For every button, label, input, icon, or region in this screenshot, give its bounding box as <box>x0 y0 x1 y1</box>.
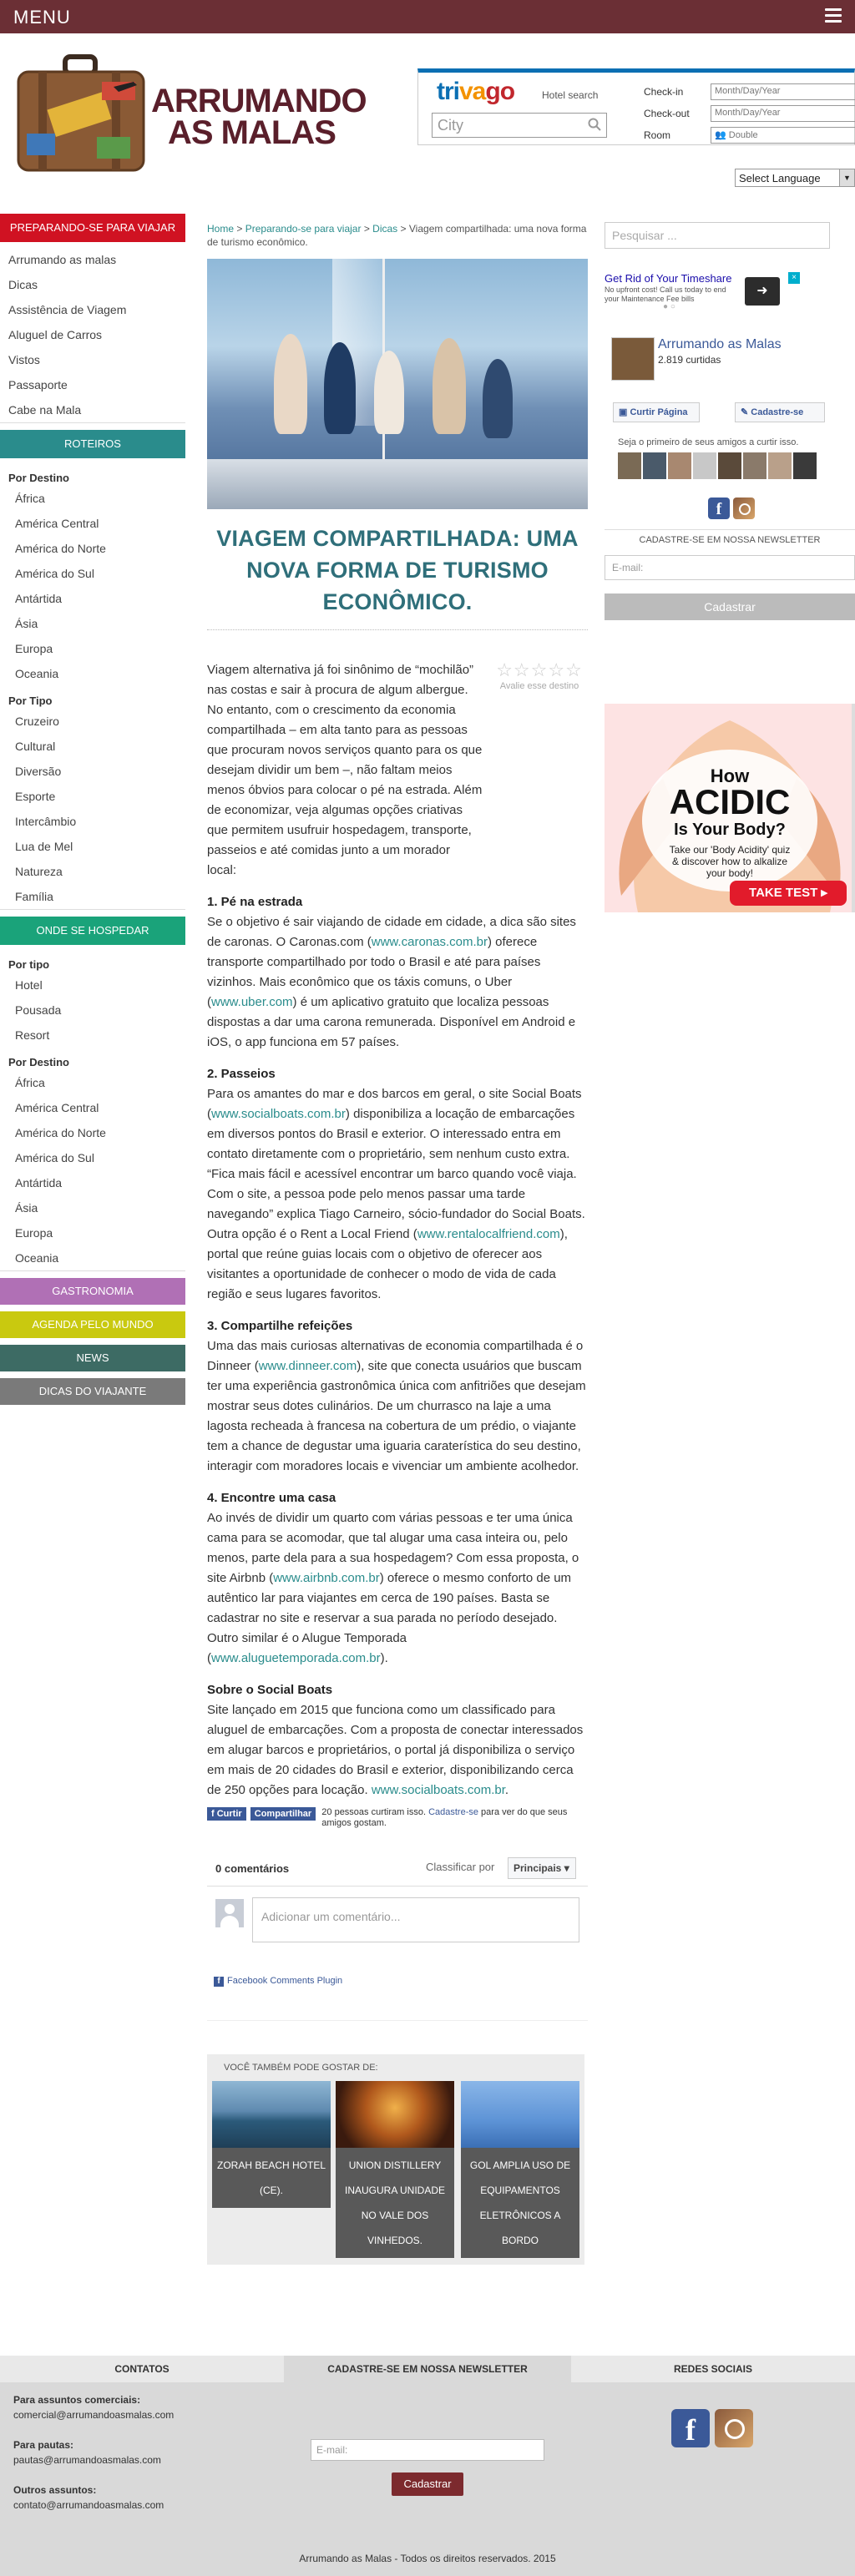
trivago-logo[interactable] <box>437 78 514 106</box>
text-span: Se o objetivo é sair viajando de cidade em cidade, a dica são sites de caronas. O Caronas.com ( <box>207 915 576 949</box>
related-heading: VOCÊ TAMBÉM PODE GOSTAR DE: <box>224 2063 378 2073</box>
nav-item[interactable]: Cabe na Mala <box>8 403 82 417</box>
breadcrumb-current: Viagem compartilhada: uma nova forma de turismo econômico. <box>207 223 587 248</box>
nav-bar-agenda[interactable]: AGENDA PELO MUNDO <box>0 1311 185 1338</box>
footer-social <box>671 2409 755 2447</box>
link-socialboats-2[interactable]: www.socialboats.com.br <box>371 1783 505 1797</box>
nav-bar-news[interactable]: NEWS <box>0 1345 185 1371</box>
breadcrumb-level-2[interactable]: Dicas <box>372 223 398 235</box>
avatar[interactable] <box>618 452 641 479</box>
like-label: Curtir <box>216 1809 242 1819</box>
facebook-icon[interactable]: f <box>708 498 730 519</box>
hotel-search-label: Hotel search <box>542 89 599 101</box>
plugin-label: Facebook Comments Plugin <box>227 1976 343 1986</box>
room-value: Double <box>728 130 758 140</box>
nav-item[interactable]: Oceania <box>15 1251 59 1265</box>
link-caronas[interactable]: www.caronas.com.br <box>371 935 488 949</box>
breadcrumb-separator: > <box>236 223 243 235</box>
ad-take-test-button[interactable]: TAKE TEST ▸ <box>730 881 847 906</box>
breadcrumb-separator: > <box>363 223 370 235</box>
avatar[interactable] <box>668 452 691 479</box>
footer <box>0 2356 855 2576</box>
checkout-label: Check-out <box>644 108 690 119</box>
avatar[interactable] <box>643 452 666 479</box>
tab-contatos[interactable]: CONTATOS <box>114 2363 169 2375</box>
like-page-label: Curtir Página <box>630 407 688 417</box>
article-paragraph <box>207 912 588 1053</box>
breadcrumb-home[interactable]: Home <box>207 223 235 235</box>
contact-label: Outros assuntos: <box>13 2484 97 2496</box>
nav-item[interactable]: Pousada <box>15 1003 62 1017</box>
nav-list-preparando <box>0 242 185 423</box>
facebook-like-button[interactable] <box>207 1807 246 1821</box>
facebook-signup-button[interactable] <box>735 402 825 422</box>
nav-item[interactable]: América do Norte <box>15 542 106 555</box>
trivago-logo-part-2: va <box>459 78 486 105</box>
newsletter-heading: CADASTRE-SE EM NOSSA NEWSLETTER <box>605 529 855 555</box>
avatar[interactable] <box>743 452 766 479</box>
nav-item[interactable]: Lua de Mel <box>15 840 73 853</box>
facebook-signup-link[interactable]: Cadastre-se <box>428 1807 478 1817</box>
people-icon: 👥 <box>715 130 726 140</box>
sort-label: Classificar por <box>426 1861 495 1873</box>
text-span: Para os amantes do mar e dos barcos em geral, o site Social Boats ( <box>207 1087 582 1121</box>
link-dinneer[interactable]: www.dinneer.com <box>258 1359 357 1373</box>
avatar[interactable] <box>768 452 792 479</box>
related-card[interactable] <box>212 2081 331 2208</box>
nav-item[interactable]: Europa <box>15 642 53 655</box>
link-airbnb[interactable]: www.airbnb.com.br <box>273 1571 380 1585</box>
nav-item[interactable]: Antártida <box>15 592 63 605</box>
facebook-icon[interactable]: f <box>671 2409 710 2447</box>
ad-pager-icon: ● ○ <box>663 302 675 311</box>
nav-item[interactable]: Ásia <box>15 617 38 630</box>
avatar <box>215 1899 244 1927</box>
friend-faces <box>618 452 818 479</box>
right-sidebar <box>605 222 855 912</box>
related-card[interactable] <box>461 2081 579 2258</box>
nav-item[interactable]: Família <box>15 890 53 903</box>
facebook-share-bar <box>207 1807 588 1831</box>
checkin-label: Check-in <box>644 86 684 98</box>
related-card[interactable] <box>336 2081 454 2258</box>
article-intro: Viagem alternativa já foi sinônimo de “mochilão” nas costas e sair à procura de algum albergue. No entanto, com o crescimento da economia compartilhada – em alta tanto para as pessoas que procuram novos serviços quanto para os que desejam dividir um bem –, não faltam meios menos óbvios para colocar o pé na estrada. Além de economizar, veja algumas opções criativas que permitem usufruir hospedagem, transporte, passeios e até comidas junto a um morador local: <box>207 663 483 877</box>
checkout-row <box>644 108 781 119</box>
section-title: 1. Pé na estrada <box>207 895 303 909</box>
facebook-page-avatar[interactable] <box>611 337 655 381</box>
ad-headline-3: Is Your Body? <box>674 821 786 839</box>
chevron-down-icon: ▼ <box>839 169 854 186</box>
menu-label[interactable]: MENU <box>13 7 71 28</box>
section-title: 2. Passeios <box>207 1067 276 1081</box>
nav-item[interactable]: Arrumando as malas <box>8 253 117 266</box>
nav-item[interactable]: África <box>15 492 45 505</box>
avatar[interactable] <box>693 452 716 479</box>
section-title: 3. Compartilhe refeições <box>207 1319 353 1333</box>
tab-newsletter[interactable]: CADASTRE-SE EM NOSSA NEWSLETTER <box>284 2356 571 2382</box>
comment-input[interactable]: Adicionar um comentário... <box>252 1897 579 1942</box>
site-logo[interactable] <box>13 47 367 180</box>
text-span: ) oferece transporte compartilhado por todo o Brasil e até para países vizinhos. Mais econômico que os táxis comuns, o Uber ( <box>207 935 541 1009</box>
nav-item[interactable]: América do Sul <box>15 1151 94 1164</box>
newsletter-widget <box>605 529 855 620</box>
related-title[interactable]: GOL AMPLIA USO DE EQUIPAMENTOS ELETRÔNICOS A BORDO <box>461 2148 579 2258</box>
footer-tabs <box>0 2356 855 2382</box>
left-sidebar <box>0 214 185 1405</box>
facebook-page-widget <box>605 331 833 523</box>
newsletter-email-input[interactable]: E-mail: <box>605 555 855 580</box>
text-span: ) disponibiliza a locação de embarcações em diversos pontos do Brasil e exterior. O interessado entra em contato diretamente com o proprietário, sem nenhum custo extra. “Fica mais fácil e acessível encontrar um barco quando você viaja. Com o site, a pessoa pode pelo menos passar uma tarde navegando” explica Tiago Carneiro, sócio-fundador do Social Boats. Outra opção é o Rent a Local Friend ( <box>207 1107 585 1241</box>
related-title[interactable]: ZORAH BEACH HOTEL (CE). <box>212 2148 331 2208</box>
contact-label: Para assuntos comerciais: <box>13 2394 141 2406</box>
main-content <box>207 222 588 2265</box>
text-span: ) é um aplicativo gratuito que localiza pessoas dispostas a dar uma carona remunerada. Disponível em Android e iOS, o app funciona em 57 países. <box>207 995 576 1049</box>
ad-text: No upfront cost! Call us today to end your Maintenance Fee bills <box>605 285 726 303</box>
room-label: Room <box>644 129 671 141</box>
arrow-right-icon[interactable]: ➜ <box>745 277 780 306</box>
article-title: VIAGEM COMPARTILHADA: UMA NOVA FORMA DE TURISMO ECONÔMICO. <box>216 526 579 614</box>
logo-wordmark <box>151 85 367 149</box>
city-input[interactable] <box>432 113 607 138</box>
nav-item[interactable]: Assistência de Viagem <box>8 303 127 316</box>
title-divider <box>207 629 588 630</box>
facebook-icon: ▣ <box>619 407 628 417</box>
ad-title[interactable]: Get Rid of Your Timeshare <box>605 272 732 285</box>
facebook-like-page-button[interactable] <box>613 402 700 422</box>
nav-item[interactable]: Cultural <box>15 740 56 753</box>
room-select[interactable] <box>711 127 855 144</box>
hamburger-menu-icon[interactable] <box>825 8 842 23</box>
signup-label: Cadastre-se <box>751 407 804 417</box>
article-body <box>207 660 588 1801</box>
footer-email-input[interactable]: E-mail: <box>311 2439 544 2461</box>
contact-label: Para pautas: <box>13 2439 74 2451</box>
nav-heading-hospedar[interactable]: ONDE SE HOSPEDAR <box>0 917 185 945</box>
facebook-like-text <box>321 1807 580 1829</box>
pencil-icon: ✎ <box>741 407 749 417</box>
nav-heading-preparando[interactable]: PREPARANDO-SE PARA VIAJAR <box>0 214 185 242</box>
breadcrumb <box>207 222 588 249</box>
logo-line-2: AS MALAS <box>168 114 336 151</box>
checkout-input[interactable]: Month/Day/Year <box>711 105 855 122</box>
related-thumbnail[interactable] <box>461 2081 579 2148</box>
ad-headline-2: ACIDIC <box>669 782 791 821</box>
breadcrumb-level-1[interactable]: Preparando-se para viajar <box>245 223 362 235</box>
nav-item[interactable]: África <box>15 1076 45 1089</box>
ad-headline-1: How <box>710 765 750 786</box>
checkin-input[interactable]: Month/Day/Year <box>711 83 855 100</box>
nav-item[interactable]: América Central <box>15 517 99 530</box>
room-row <box>644 129 758 141</box>
top-bar <box>0 0 855 33</box>
nav-subheading: Por tipo <box>8 958 50 971</box>
rating-label: Avalie esse destino <box>499 681 579 691</box>
language-label: Select Language <box>739 172 821 184</box>
city-placeholder: City <box>438 117 463 134</box>
contact-email[interactable]: pautas@arrumandoasmalas.com <box>13 2454 161 2466</box>
star-rating-icon[interactable]: ☆☆☆☆☆ <box>496 659 583 680</box>
nav-item[interactable]: Aluguel de Carros <box>8 328 103 341</box>
text-span: Ao invés de dividir um quarto com várias pessoas e ter uma única cama para se acomodar, que tal alugar uma casa inteira ou, pelo menos, parte dela para a sua hospedagem? Com essa proposta, o site Airbnb ( <box>207 1511 579 1585</box>
nav-item[interactable]: Ásia <box>15 1201 38 1215</box>
sort-select[interactable] <box>508 1857 576 1879</box>
trivago-logo-part-1: tri <box>437 78 459 105</box>
related-thumbnail[interactable] <box>336 2081 454 2148</box>
article-paragraph <box>207 1508 588 1669</box>
nav-bar-gastronomia[interactable]: GASTRONOMIA <box>0 1278 185 1305</box>
text-span: para ver do que seus amigos gostam. <box>321 1807 568 1828</box>
rating-widget[interactable] <box>491 659 588 691</box>
nav-item[interactable]: América do Norte <box>15 1126 106 1139</box>
nav-subheading: Por Destino <box>8 1056 69 1068</box>
nav-item[interactable]: América Central <box>15 1101 99 1114</box>
nav-item[interactable]: Oceania <box>15 667 59 680</box>
nav-item[interactable]: Intercâmbio <box>15 815 77 828</box>
nav-item[interactable]: Dicas <box>8 278 38 291</box>
nav-subheading: Por Tipo <box>8 695 53 707</box>
text-span: ), portal que reúne guias locais com o objetivo de oferecer aos visitantes a oportunidade de conhecer o modo de vida de cada região e seus lugares favoritos. <box>207 1227 568 1301</box>
search-input[interactable]: Pesquisar ... <box>605 222 830 249</box>
nav-heading-roteiros[interactable]: ROTEIROS <box>0 430 185 458</box>
avatar[interactable] <box>718 452 741 479</box>
chevron-down-icon: ▾ <box>564 1862 569 1874</box>
nav-item[interactable]: Cruzeiro <box>15 715 59 728</box>
search-icon[interactable] <box>588 118 601 131</box>
article-paragraph <box>207 1084 588 1305</box>
related-title[interactable]: UNION DISTILLERY INAUGURA UNIDADE NO VALE DOS VINHEDOS. <box>336 2148 454 2258</box>
trivago-hotel-search-widget <box>417 68 855 145</box>
article-paragraph <box>207 1700 588 1801</box>
sort-value: Principais <box>514 1862 562 1874</box>
comment-count: 0 comentários <box>215 1862 290 1875</box>
ad-close-icon[interactable]: × <box>788 272 800 284</box>
ad-acidic[interactable] <box>605 704 855 912</box>
facebook-comments <box>207 1854 588 2021</box>
nav-item[interactable]: Natureza <box>15 865 63 878</box>
link-socialboats[interactable]: www.socialboats.com.br <box>211 1107 346 1121</box>
text-span: ). <box>380 1651 388 1665</box>
instagram-icon[interactable] <box>733 498 755 519</box>
footer-newsletter <box>311 2439 544 2496</box>
logo-line-1: ARRUMANDO <box>151 83 367 119</box>
facebook-share-button[interactable]: Compartilhar <box>250 1807 316 1821</box>
footer-submit-button[interactable]: Cadastrar <box>392 2472 463 2496</box>
text-span: Site lançado em 2015 que funciona como um classificado para aluguel de embarcações. Com a proposta de conectar interessados em alugar barcos e proprietários, o portal já disponibiliza o serviço em mais de 20 cidades do Brasil e exterior, disponibilizando cerca de 250 opções para locação. <box>207 1703 584 1797</box>
link-aluguetemporada[interactable]: www.aluguetemporada.com.br <box>211 1651 381 1665</box>
nav-list-roteiros <box>0 458 185 910</box>
nav-item[interactable]: Esporte <box>15 790 56 803</box>
breadcrumb-separator: > <box>400 223 407 235</box>
nav-item[interactable]: América do Sul <box>15 567 94 580</box>
text-span: Uma das mais curiosas alternativas de economia compartilhada é o Dinneer ( <box>207 1339 584 1373</box>
text-span: ), site que conecta usuários que buscam ter uma experiência gastronômica única com anfitriões que desejam mostrar seus dotes culinários. De um churrasco na laje a uma lagosta recheada à francesa na cobertura de um prédio, o viajante tem a chance de degustar uma iguaria caraterística do seu destino, interagir com moradores locais e vivenciar um ambiente acolhedor. <box>207 1359 586 1473</box>
nav-item[interactable]: Hotel <box>15 978 43 992</box>
facebook-page-likes: 2.819 curtidas <box>658 354 721 366</box>
social-icons <box>708 498 755 519</box>
ad-body: Take our 'Body Acidity' quiz & discover how to alkalize your body! <box>669 844 791 879</box>
section-title: Sobre o Social Boats <box>207 1683 333 1697</box>
section-title: 4. Encontre uma casa <box>207 1491 336 1505</box>
related-posts <box>207 2054 584 2265</box>
link-uber[interactable]: www.uber.com <box>211 995 293 1009</box>
facebook-icon: f <box>214 1977 224 1987</box>
ad-timeshare[interactable] <box>605 272 805 309</box>
suitcase-logo-icon <box>13 50 147 175</box>
nav-list-hospedar <box>0 945 185 1271</box>
nav-subheading: Por Destino <box>8 472 69 484</box>
instagram-icon[interactable] <box>715 2409 753 2447</box>
copyright: Arrumando as Malas - Todos os direitos reservados. 2015 <box>299 2553 556 2564</box>
contact-email[interactable]: comercial@arrumandoasmalas.com <box>13 2409 175 2421</box>
tab-redes-sociais[interactable]: REDES SOCIAIS <box>673 2363 753 2375</box>
facebook-friends-text: Seja o primeiro de seus amigos a curtir isso. <box>618 437 799 447</box>
language-select[interactable] <box>735 169 855 187</box>
nav-item[interactable]: Vistos <box>8 353 40 366</box>
facebook-icon: f <box>211 1809 215 1819</box>
checkin-row <box>644 86 781 98</box>
contact-email[interactable]: contato@arrumandoasmalas.com <box>13 2499 164 2511</box>
newsletter-submit-button[interactable]: Cadastrar <box>605 593 855 620</box>
nav-item[interactable]: Diversão <box>15 765 62 778</box>
avatar[interactable] <box>793 452 817 479</box>
nav-item[interactable]: Resort <box>15 1028 50 1042</box>
facebook-comments-plugin-link[interactable] <box>214 1976 342 1987</box>
nav-item[interactable]: Europa <box>15 1226 53 1240</box>
related-thumbnail[interactable] <box>212 2081 331 2148</box>
link-rentalocalfriend[interactable]: www.rentalocalfriend.com <box>417 1227 560 1241</box>
article-hero-image <box>207 259 588 509</box>
footer-contacts <box>13 2392 174 2528</box>
nav-item[interactable]: Passaporte <box>8 378 68 391</box>
text-span: 20 pessoas curtiram isso. <box>321 1807 429 1817</box>
article-paragraph <box>207 1336 588 1477</box>
nav-bar-dicas-viajante[interactable]: DICAS DO VIAJANTE <box>0 1378 185 1405</box>
trivago-logo-part-3: go <box>485 78 515 105</box>
text-span: . <box>504 1783 509 1797</box>
nav-item[interactable]: Antártida <box>15 1176 63 1190</box>
text-span: ) oferece o mesmo conforto de um autêntico lar para viajantes em cerca de 190 países. Basta se cadastrar no site e reservar a sua parada no período desejado. Outro similar é o Alugue Temporada ( <box>207 1571 572 1665</box>
facebook-page-name[interactable]: Arrumando as Malas <box>658 337 782 351</box>
